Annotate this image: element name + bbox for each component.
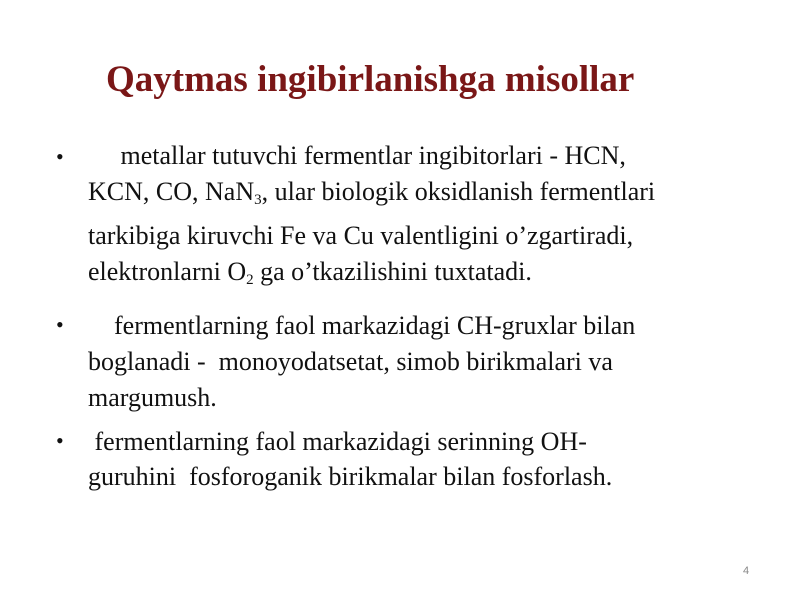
bullet-text-line: fermentlarning faol markazidagi CH-gruxlar bilan: [88, 311, 636, 340]
bullet-text-line: [88, 254, 780, 290]
bullet-text-line: tarkibiga kiruvchi Fe va Cu valentligini o’zgartiradi,: [88, 221, 634, 250]
subscript: 3: [254, 192, 262, 208]
bullet-text-line: [88, 174, 780, 210]
slide-title: Qaytmas ingibirlanishga misollar: [106, 59, 635, 100]
bullet-item-serine-oh: [52, 424, 780, 494]
bullet-text-line: boglanadi - monoyodatsetat, simob birikmalari va: [88, 347, 613, 376]
text-run: ga o’tkazilishini tuxtatadi.: [253, 257, 532, 286]
bullet-icon: •: [56, 144, 64, 169]
text-run: elektronlarni O: [88, 257, 247, 286]
subscript: 2: [246, 272, 254, 288]
bullet-item-metal-inhibitors: [52, 138, 780, 290]
bullet-text-line: fermentlarning faol markazidagi serinning OH-: [88, 427, 587, 456]
bullet-icon: •: [56, 312, 64, 337]
bullet-item-ch-groups: [52, 308, 780, 416]
page-number: 4: [743, 565, 750, 577]
text-run: KCN, CO, NaN: [88, 177, 255, 206]
bullet-list: [52, 138, 780, 494]
bullet-text-line: guruhini fosforoganik birikmalar bilan fosforlash.: [88, 462, 613, 491]
bullet-icon: •: [56, 428, 64, 453]
bullet-text-line: margumush.: [88, 383, 217, 412]
bullet-text-line: metallar tutuvchi fermentlar ingibitorlari - HCN,: [88, 141, 626, 170]
text-run: , ular biologik oksidlanish fermentlari: [261, 177, 656, 206]
